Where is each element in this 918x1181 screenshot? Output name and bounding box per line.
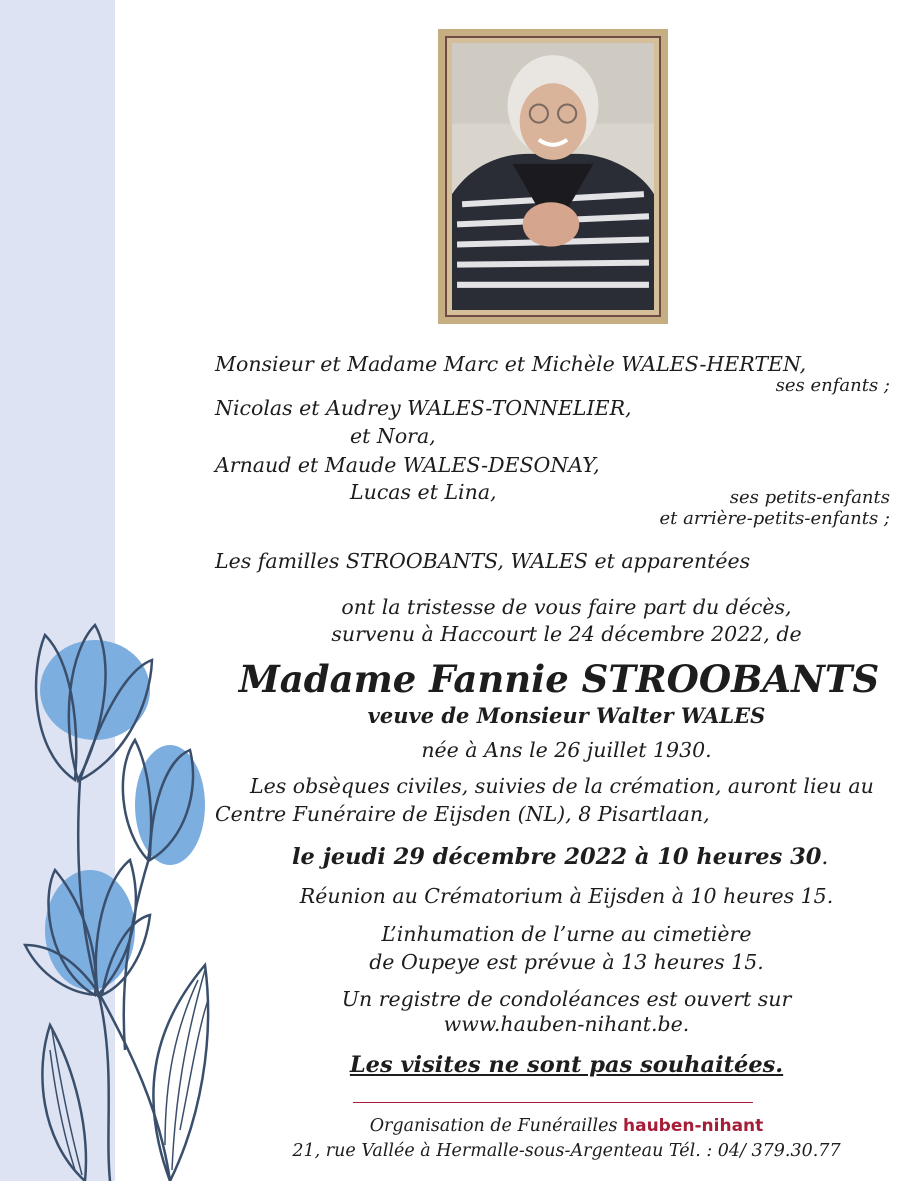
- ceremony-date-period: .: [821, 845, 829, 870]
- visits-notice: Les visites ne sont pas souhaitées.: [349, 1052, 784, 1078]
- family-line-2: Nicolas et Audrey WALES-TONNELIER,: [215, 396, 632, 420]
- great-grandchildren-label: et arrière-petits-enfants ;: [659, 508, 890, 529]
- urn-line-1: L’inhumation de l’urne au cimetière: [381, 922, 752, 946]
- deceased-name: Madame Fannie STROOBANTS: [238, 657, 880, 701]
- portrait-frame: [438, 29, 668, 324]
- footer-org-prefix: Organisation de Funérailles: [369, 1116, 618, 1136]
- register-line-2: www.hauben-nihant.be.: [443, 1012, 690, 1036]
- footer-org-line: [215, 1114, 918, 1138]
- family-line-3: et Nora,: [350, 424, 436, 448]
- announcement-line-2: survenu à Haccourt le 24 décembre 2022, de: [331, 622, 802, 646]
- family-line-6: Les familles STROOBANTS, WALES et apparentées: [215, 549, 751, 573]
- portrait-photo: [452, 43, 654, 310]
- ceremony-date: le jeudi 29 décembre 2022 à 10 heures 30: [292, 844, 822, 870]
- announcement-line-1: ont la tristesse de vous faire part du décès,: [341, 595, 792, 619]
- footer-divider: [353, 1102, 753, 1103]
- ceremony-line-1: Les obsèques civiles, suivies de la crémation, auront lieu au: [250, 774, 874, 798]
- family-line-1: Monsieur et Madame Marc et Michèle WALES-HERTEN,: [215, 352, 807, 376]
- family-line-5: Lucas et Lina,: [350, 480, 497, 504]
- reunion-line: Réunion au Crématorium à Eijsden à 10 heures 15.: [299, 884, 834, 908]
- ceremony-line-2: Centre Funéraire de Eijsden (NL), 8 Pisartlaan,: [215, 802, 710, 826]
- widow-line: veuve de Monsieur Walter WALES: [367, 703, 766, 728]
- birth-line: née à Ans le 26 juillet 1930.: [421, 738, 712, 762]
- register-line-1: Un registre de condoléances est ouvert sur: [341, 987, 792, 1011]
- urn-line-2: de Oupeye est prévue à 13 heures 15.: [369, 950, 764, 974]
- grandchildren-label: ses petits-enfants: [729, 487, 890, 508]
- ceremony-date-line: [292, 843, 828, 871]
- footer-address: 21, rue Vallée à Hermalle-sous-Argenteau Tél. : 04/ 379.30.77: [292, 1141, 841, 1161]
- family-line-4: Arnaud et Maude WALES-DESONAY,: [215, 453, 600, 477]
- brand-logo: hauben-nihant: [623, 1116, 764, 1136]
- children-label: ses enfants ;: [775, 375, 890, 396]
